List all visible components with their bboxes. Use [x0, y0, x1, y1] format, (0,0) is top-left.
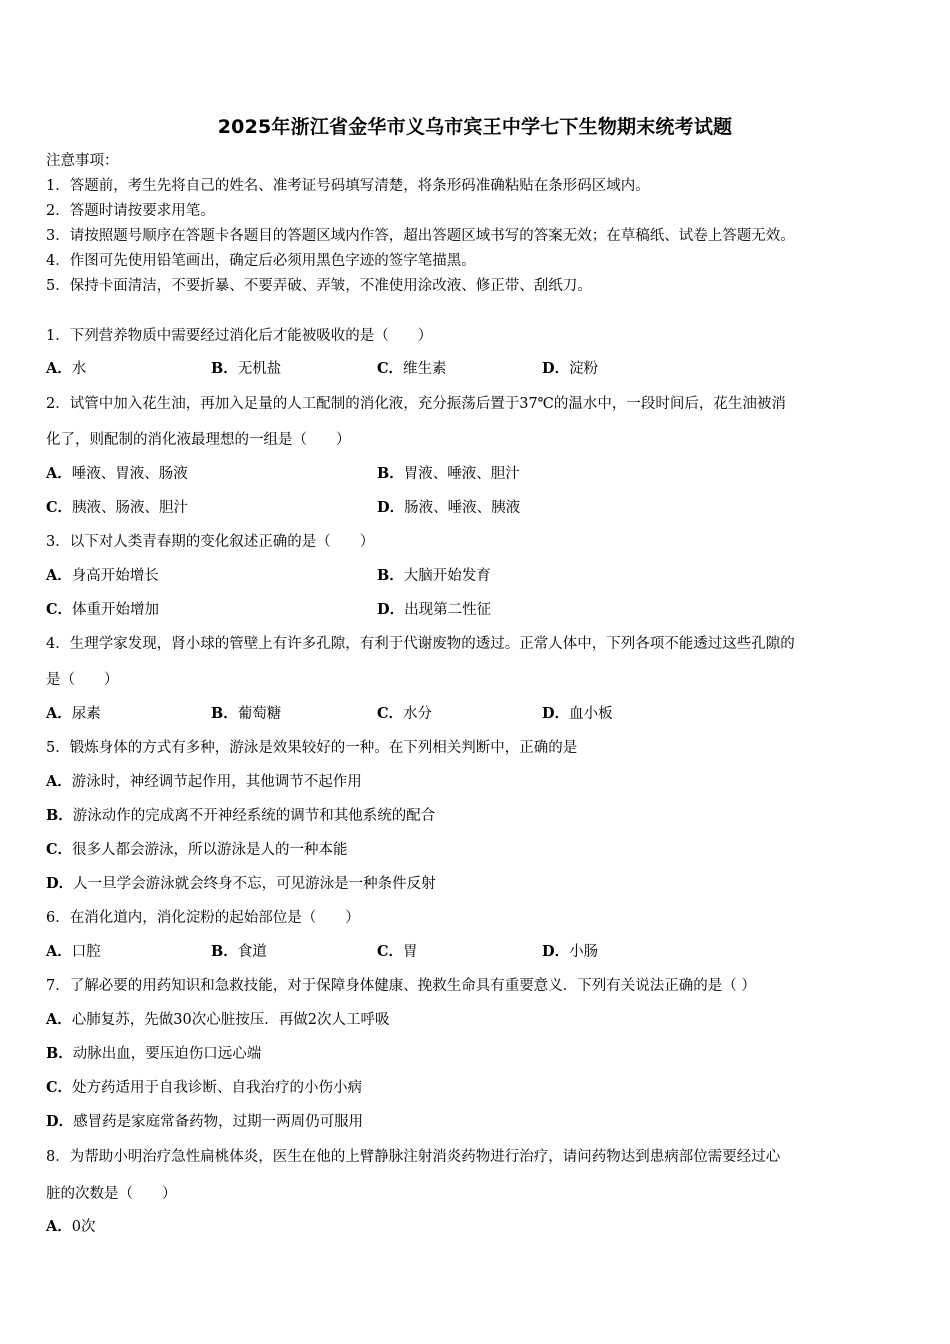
option-text: 大脑开始发育 — [403, 568, 491, 584]
q4-option-d — [542, 704, 613, 724]
q5-option-b — [46, 806, 435, 826]
option-letter: A． — [46, 1218, 72, 1235]
q2-option-c — [46, 498, 188, 518]
option-letter: C． — [46, 841, 73, 858]
q4-option-b — [211, 704, 281, 724]
option-letter: A． — [46, 567, 72, 584]
q2-option-a — [46, 464, 188, 484]
option-letter: A． — [46, 773, 72, 790]
q1-option-d — [542, 359, 598, 379]
option-text: 胰液、肠液、胆汁 — [72, 500, 189, 516]
option-letter: D． — [542, 360, 570, 377]
q4-option-a — [46, 704, 101, 724]
question-3-stem: 3．以下对人类青春期的变化叙述正确的是（ ） — [46, 534, 375, 550]
option-letter: C． — [46, 499, 73, 516]
q8-option-a — [46, 1217, 96, 1237]
option-text: 心肺复苏，先做30次心脏按压．再做2次人工呼吸 — [71, 1012, 390, 1028]
option-text: 感冒药是家庭常备药物，过期一两周仍可服用 — [73, 1114, 364, 1130]
q3-option-a — [46, 566, 159, 586]
question-7-stem: 7．了解必要的用药知识和急救技能，对于保障身体健康、挽救生命具有重要意义．下列有关说法正确的是（ ） — [46, 978, 756, 994]
option-letter: B． — [211, 705, 238, 722]
notice-item: 4．作图可先使用铅笔画出，确定后必须用黑色字迹的签字笔描黑。 — [46, 253, 476, 269]
notice-item: 3．请按照题号顺序在答题卡各题目的答题区域内作答，超出答题区域书写的答案无效；在草稿纸、试卷上答题无效。 — [46, 228, 795, 244]
option-text: 口腔 — [71, 944, 101, 960]
notice-item: 1．答题前，考生先将自己的姓名、准考证号码填写清楚，将条形码准确粘贴在条形码区域内。 — [46, 178, 650, 194]
option-letter: C． — [46, 601, 73, 618]
notice-item: 5．保持卡面清洁，不要折暴、不要弄破、弄皱，不准使用涂改液、修正带、刮纸刀。 — [46, 278, 592, 294]
option-text: 肠液、唾液、胰液 — [404, 500, 521, 516]
option-letter: C． — [377, 705, 404, 722]
option-letter: B． — [46, 1045, 73, 1062]
question-8-stem-line2: 脏的次数是（ ） — [46, 1186, 177, 1202]
option-text: 血小板 — [569, 706, 613, 722]
q3-option-d — [377, 600, 491, 620]
q5-option-a — [46, 772, 362, 792]
question-1-stem: 1．下列营养物质中需要经过消化后才能被吸收的是（ ） — [46, 328, 433, 344]
q5-option-d — [46, 874, 436, 894]
question-5-stem: 5．锻炼身体的方式有多种，游泳是效果较好的一种。在下列相关判断中，正确的是 — [46, 740, 578, 756]
q2-option-b — [377, 464, 520, 484]
option-letter: A． — [46, 943, 72, 960]
option-letter: C． — [377, 943, 404, 960]
option-letter: D． — [377, 601, 405, 618]
option-text: 0次 — [71, 1219, 96, 1235]
q7-option-c — [46, 1078, 362, 1098]
option-letter: A． — [46, 360, 72, 377]
question-2-stem-line2: 化了，则配制的消化液最理想的一组是（ ） — [46, 432, 351, 448]
option-letter: D． — [46, 875, 74, 892]
option-letter: B． — [211, 943, 238, 960]
notice-heading: 注意事项： — [46, 153, 119, 169]
q3-option-b — [377, 566, 491, 586]
option-text: 人一旦学会游泳就会终身不忘，可见游泳是一种条件反射 — [73, 876, 436, 892]
option-text: 胃液、唾液、胆汁 — [403, 466, 520, 482]
q5-option-c — [46, 840, 348, 860]
q7-option-b — [46, 1044, 261, 1064]
option-text: 尿素 — [71, 706, 101, 722]
option-text: 出现第二性征 — [404, 602, 492, 618]
notice-item: 2．答题时请按要求用笔。 — [46, 203, 215, 219]
option-text: 食道 — [237, 944, 267, 960]
option-text: 小肠 — [569, 944, 599, 960]
option-text: 水分 — [403, 706, 433, 722]
option-text: 处方药适用于自我诊断、自我治疗的小伤小病 — [72, 1080, 363, 1096]
option-letter: A． — [46, 1011, 72, 1028]
q4-option-c — [377, 704, 432, 724]
question-2-stem-line1: 2．试管中加入花生油，再加入足量的人工配制的消化液，充分振荡后置于37℃的温水中，一段时间后，花生油被消 — [46, 396, 786, 412]
question-4-stem-line2: 是（ ） — [46, 672, 119, 688]
option-text: 唾液、胃液、肠液 — [71, 466, 188, 482]
q1-option-a — [46, 359, 86, 379]
option-letter: C． — [377, 360, 404, 377]
option-letter: A． — [46, 705, 72, 722]
q7-option-a — [46, 1010, 389, 1030]
page-title: 2025年浙江省金华市义乌市宾王中学七下生物期末统考试题 — [217, 116, 733, 138]
q6-option-b — [211, 942, 267, 962]
option-letter: D． — [542, 705, 570, 722]
option-text: 很多人都会游泳，所以游泳是人的一种本能 — [72, 842, 348, 858]
q2-option-d — [377, 498, 520, 518]
q6-option-c — [377, 942, 418, 962]
option-text: 淀粉 — [569, 361, 599, 377]
option-text: 游泳时，神经调节起作用，其他调节不起作用 — [71, 774, 362, 790]
option-text: 水 — [71, 361, 87, 377]
q7-option-d — [46, 1112, 363, 1132]
option-letter: B． — [377, 465, 404, 482]
option-text: 葡萄糖 — [237, 706, 282, 722]
option-text: 维生素 — [403, 361, 447, 377]
option-text: 身高开始增长 — [71, 568, 159, 584]
option-letter: D． — [377, 499, 405, 516]
question-8-stem-line1: 8．为帮助小明治疗急性扁桃体炎，医生在他的上臂静脉注射消炎药物进行治疗，请问药物达到患病部位需要经过心 — [46, 1149, 781, 1165]
question-4-stem-line1: 4．生理学家发现，肾小球的管壁上有许多孔隙，有利于代谢废物的透过。正常人体中，下列各项不能透过这些孔隙的 — [46, 636, 795, 652]
option-letter: B． — [46, 807, 73, 824]
option-letter: B． — [211, 360, 238, 377]
q6-option-d — [542, 942, 598, 962]
option-text: 体重开始增加 — [72, 602, 160, 618]
option-letter: C． — [46, 1079, 73, 1096]
option-letter: A． — [46, 465, 72, 482]
question-6-stem: 6．在消化道内，消化淀粉的起始部位是（ ） — [46, 910, 360, 926]
option-letter: D． — [542, 943, 570, 960]
q1-option-b — [211, 359, 281, 379]
option-text: 游泳动作的完成离不开神经系统的调节和其他系统的配合 — [72, 808, 436, 824]
option-text: 无机盐 — [237, 361, 282, 377]
option-text: 胃 — [403, 944, 418, 960]
option-letter: B． — [377, 567, 404, 584]
q3-option-c — [46, 600, 159, 620]
q1-option-c — [377, 359, 447, 379]
option-text: 动脉出血，要压迫伤口远心端 — [72, 1046, 262, 1062]
q6-option-a — [46, 942, 101, 962]
option-letter: D． — [46, 1113, 74, 1130]
